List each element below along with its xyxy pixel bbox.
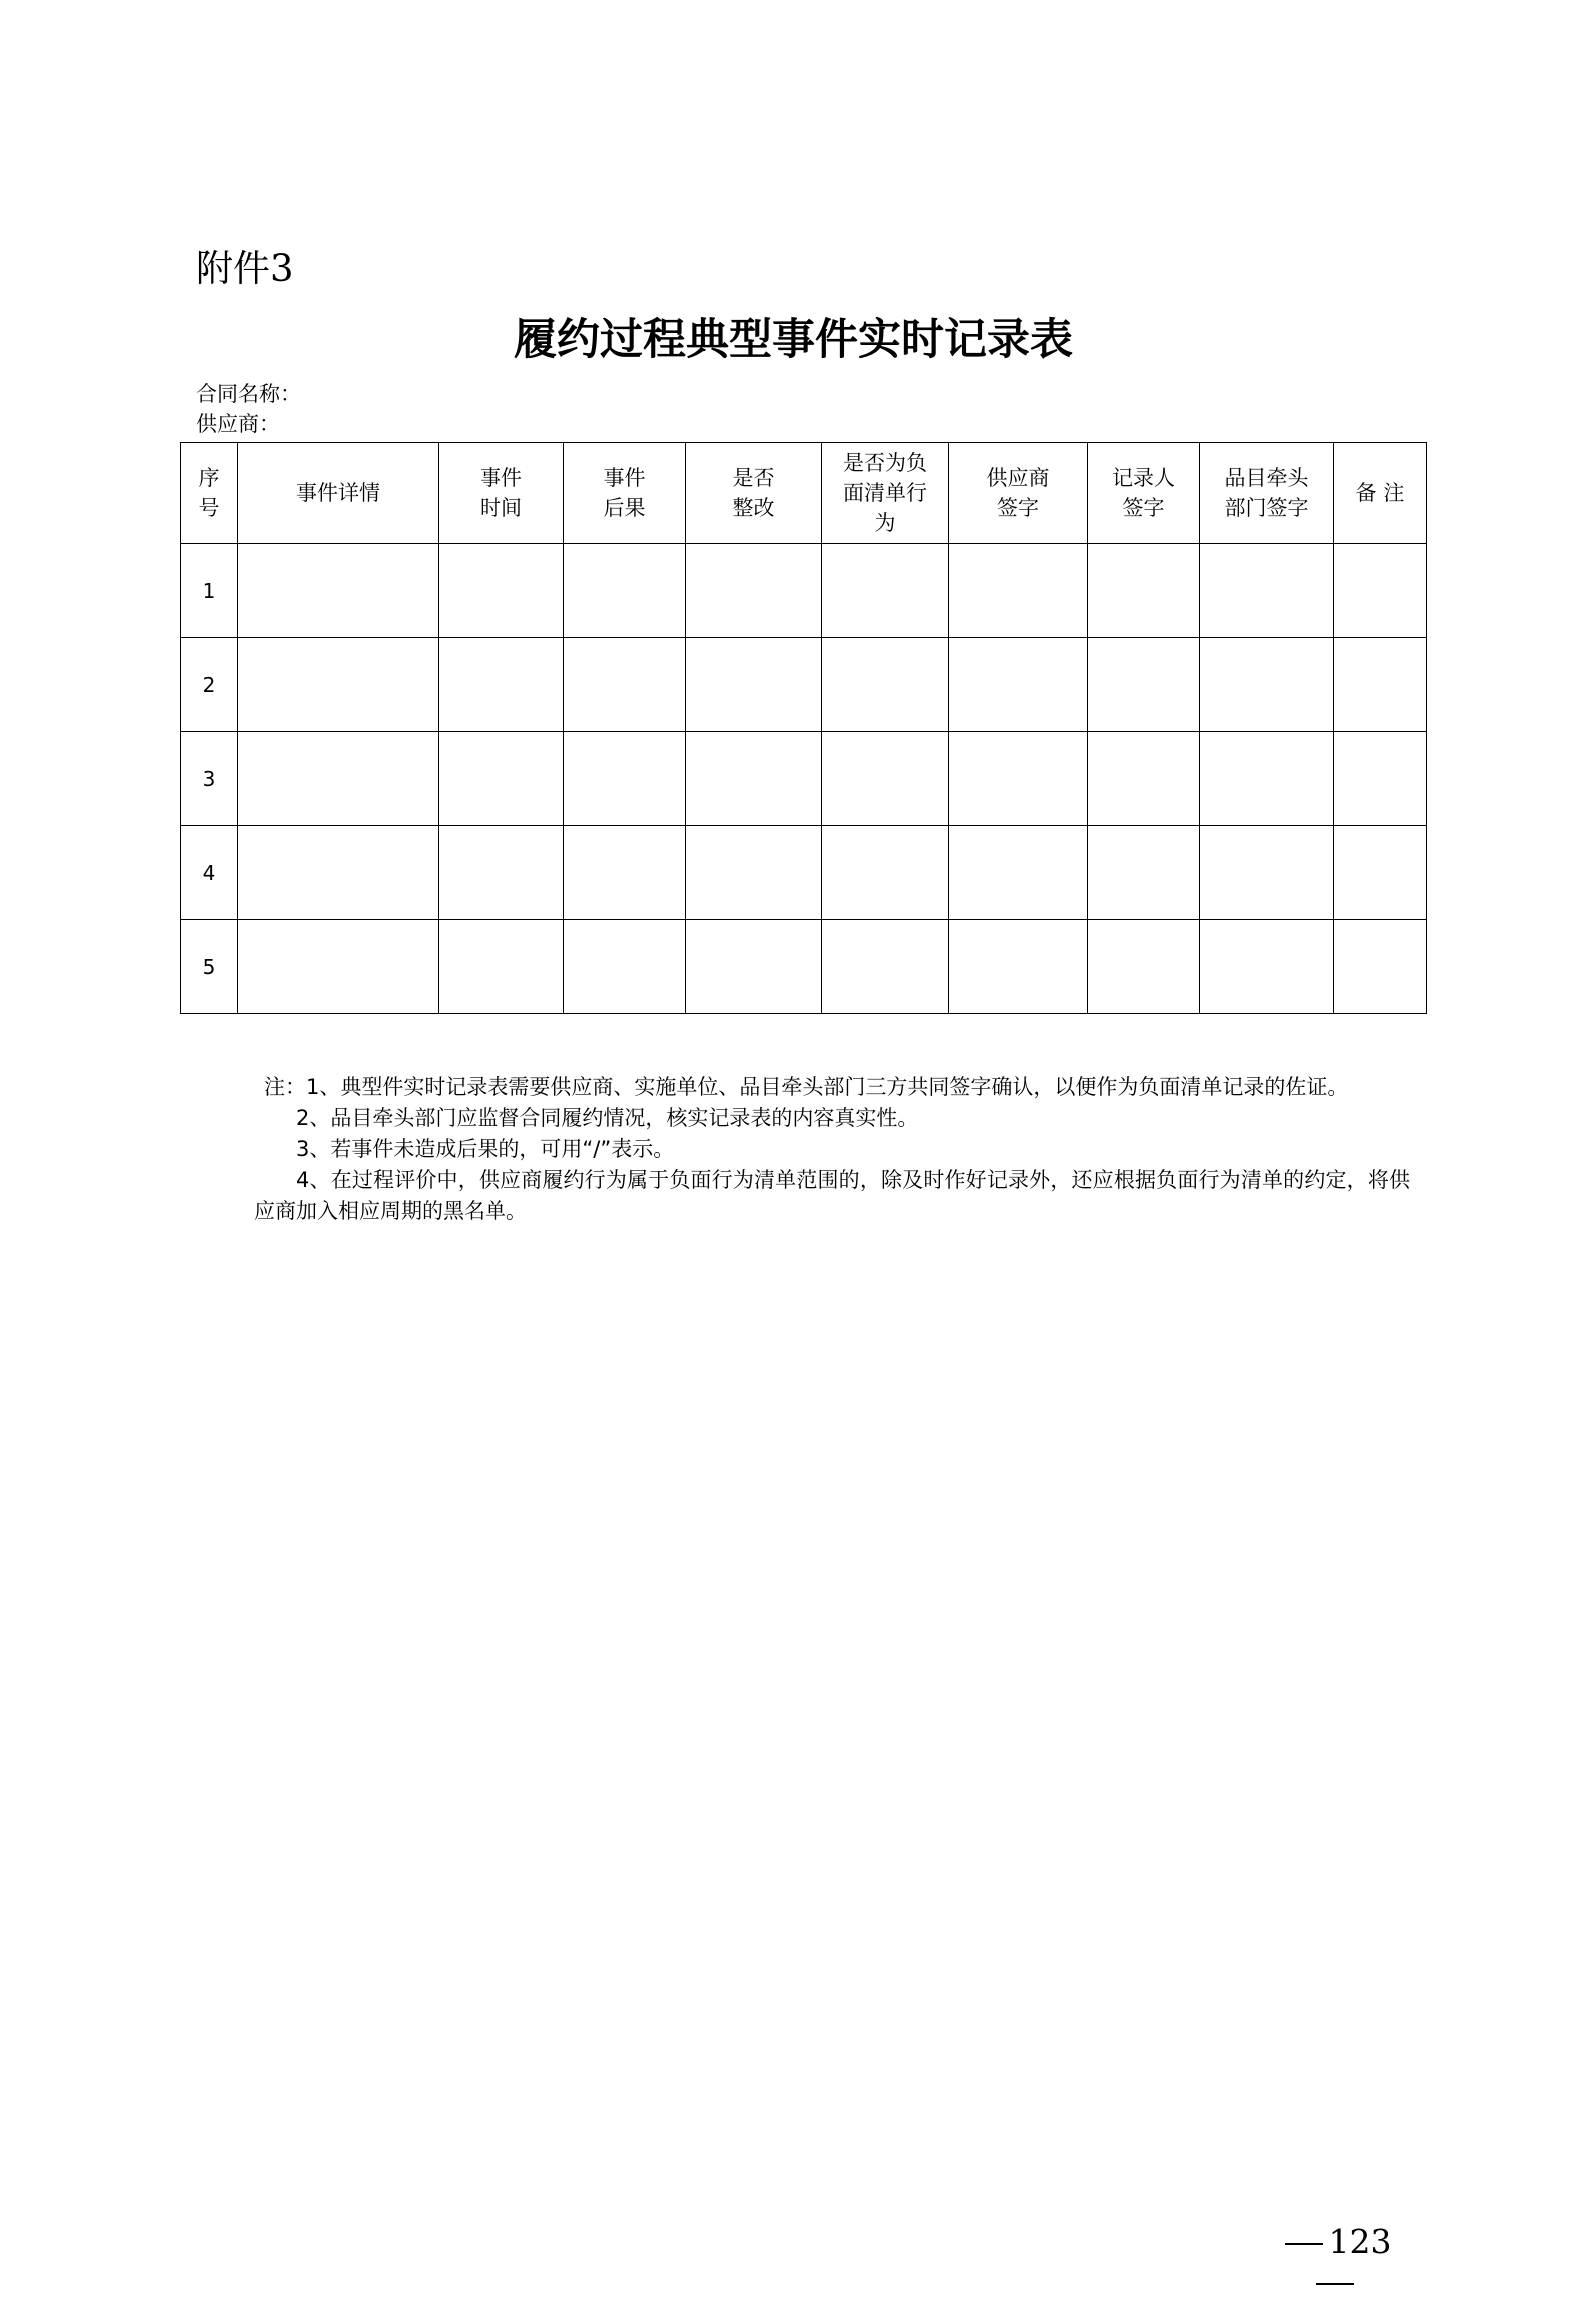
table-header-row xyxy=(181,443,1427,544)
document-title: 履约过程典型事件实时记录表 xyxy=(514,315,1073,365)
column-header-rectified: 是否 整改 xyxy=(686,443,822,544)
supplier-label: 供应商： xyxy=(196,412,280,436)
cell-event-detail xyxy=(238,826,439,920)
cell-event-consequence xyxy=(564,638,686,732)
cell-event-detail xyxy=(238,544,439,638)
cell-negative-list xyxy=(822,920,949,1014)
row-number: 3 xyxy=(181,732,238,826)
cell-event-time xyxy=(439,920,564,1014)
note-item-4: 4、在过程评价中，供应商履约行为属于负面行为清单范围的，除及时作好记录外，还应根据负面行为清单的约定，将供应商加入相应周期的黑名单。 xyxy=(254,1168,1410,1223)
column-header-remarks: 备 注 xyxy=(1334,443,1427,544)
cell-event-time xyxy=(439,826,564,920)
cell-event-detail xyxy=(238,920,439,1014)
cell-rectified xyxy=(686,638,822,732)
row-number: 5 xyxy=(181,920,238,1014)
cell-recorder-signature xyxy=(1088,826,1200,920)
cell-supplier-signature xyxy=(949,826,1088,920)
cell-supplier-signature xyxy=(949,732,1088,826)
row-number: 4 xyxy=(181,826,238,920)
table-row xyxy=(181,920,1427,1014)
attachment-label: 附件3 xyxy=(196,247,294,290)
page-number-value: 123 xyxy=(1328,2222,1392,2261)
column-header-event-time: 事件 时间 xyxy=(439,443,564,544)
cell-remarks xyxy=(1334,638,1427,732)
table-row xyxy=(181,544,1427,638)
cell-recorder-signature xyxy=(1088,544,1200,638)
column-header-event-consequence: 事件 后果 xyxy=(564,443,686,544)
note-item-2: 2、品目牵头部门应监督合同履约情况，核实记录表的内容真实性。 xyxy=(296,1106,919,1130)
column-header-dept-signature: 品目牵头 部门签字 xyxy=(1200,443,1334,544)
cell-dept-signature xyxy=(1200,544,1334,638)
table-row xyxy=(181,638,1427,732)
column-header-recorder-signature: 记录人 签字 xyxy=(1088,443,1200,544)
cell-event-detail xyxy=(238,732,439,826)
cell-recorder-signature xyxy=(1088,638,1200,732)
row-number: 1 xyxy=(181,544,238,638)
cell-recorder-signature xyxy=(1088,920,1200,1014)
cell-recorder-signature xyxy=(1088,732,1200,826)
cell-dept-signature xyxy=(1200,732,1334,826)
table-row xyxy=(181,732,1427,826)
cell-event-time xyxy=(439,638,564,732)
cell-supplier-signature xyxy=(949,638,1088,732)
cell-event-consequence xyxy=(564,544,686,638)
cell-event-consequence xyxy=(564,732,686,826)
cell-event-time xyxy=(439,544,564,638)
page-number-right-dash xyxy=(1316,2283,1354,2285)
cell-supplier-signature xyxy=(949,920,1088,1014)
cell-event-detail xyxy=(238,638,439,732)
page-number xyxy=(1255,2222,1415,2262)
row-number: 2 xyxy=(181,638,238,732)
cell-negative-list xyxy=(822,826,949,920)
cell-dept-signature xyxy=(1200,638,1334,732)
column-header-seq: 序 号 xyxy=(181,443,238,544)
cell-remarks xyxy=(1334,544,1427,638)
column-header-event-detail: 事件详情 xyxy=(238,443,439,544)
cell-rectified xyxy=(686,732,822,826)
notes-section xyxy=(254,1072,1410,1227)
cell-remarks xyxy=(1334,826,1427,920)
cell-negative-list xyxy=(822,544,949,638)
cell-remarks xyxy=(1334,920,1427,1014)
cell-event-consequence xyxy=(564,826,686,920)
column-header-supplier-signature: 供应商 签字 xyxy=(949,443,1088,544)
cell-rectified xyxy=(686,920,822,1014)
table-row xyxy=(181,826,1427,920)
note-item-1: 注：1、典型件实时记录表需要供应商、实施单位、品目牵头部门三方共同签字确认，以便作为负面清单记录的佐证。 xyxy=(264,1075,1349,1099)
column-header-negative-list: 是否为负 面清单行 为 xyxy=(822,443,949,544)
cell-supplier-signature xyxy=(949,544,1088,638)
cell-negative-list xyxy=(822,638,949,732)
cell-rectified xyxy=(686,826,822,920)
cell-negative-list xyxy=(822,732,949,826)
cell-dept-signature xyxy=(1200,826,1334,920)
cell-rectified xyxy=(686,544,822,638)
cell-remarks xyxy=(1334,732,1427,826)
cell-event-time xyxy=(439,732,564,826)
cell-dept-signature xyxy=(1200,920,1334,1014)
cell-event-consequence xyxy=(564,920,686,1014)
note-item-3: 3、若事件未造成后果的，可用“/”表示。 xyxy=(296,1137,675,1161)
contract-name-label: 合同名称： xyxy=(196,382,301,406)
event-record-table xyxy=(180,442,1427,1014)
